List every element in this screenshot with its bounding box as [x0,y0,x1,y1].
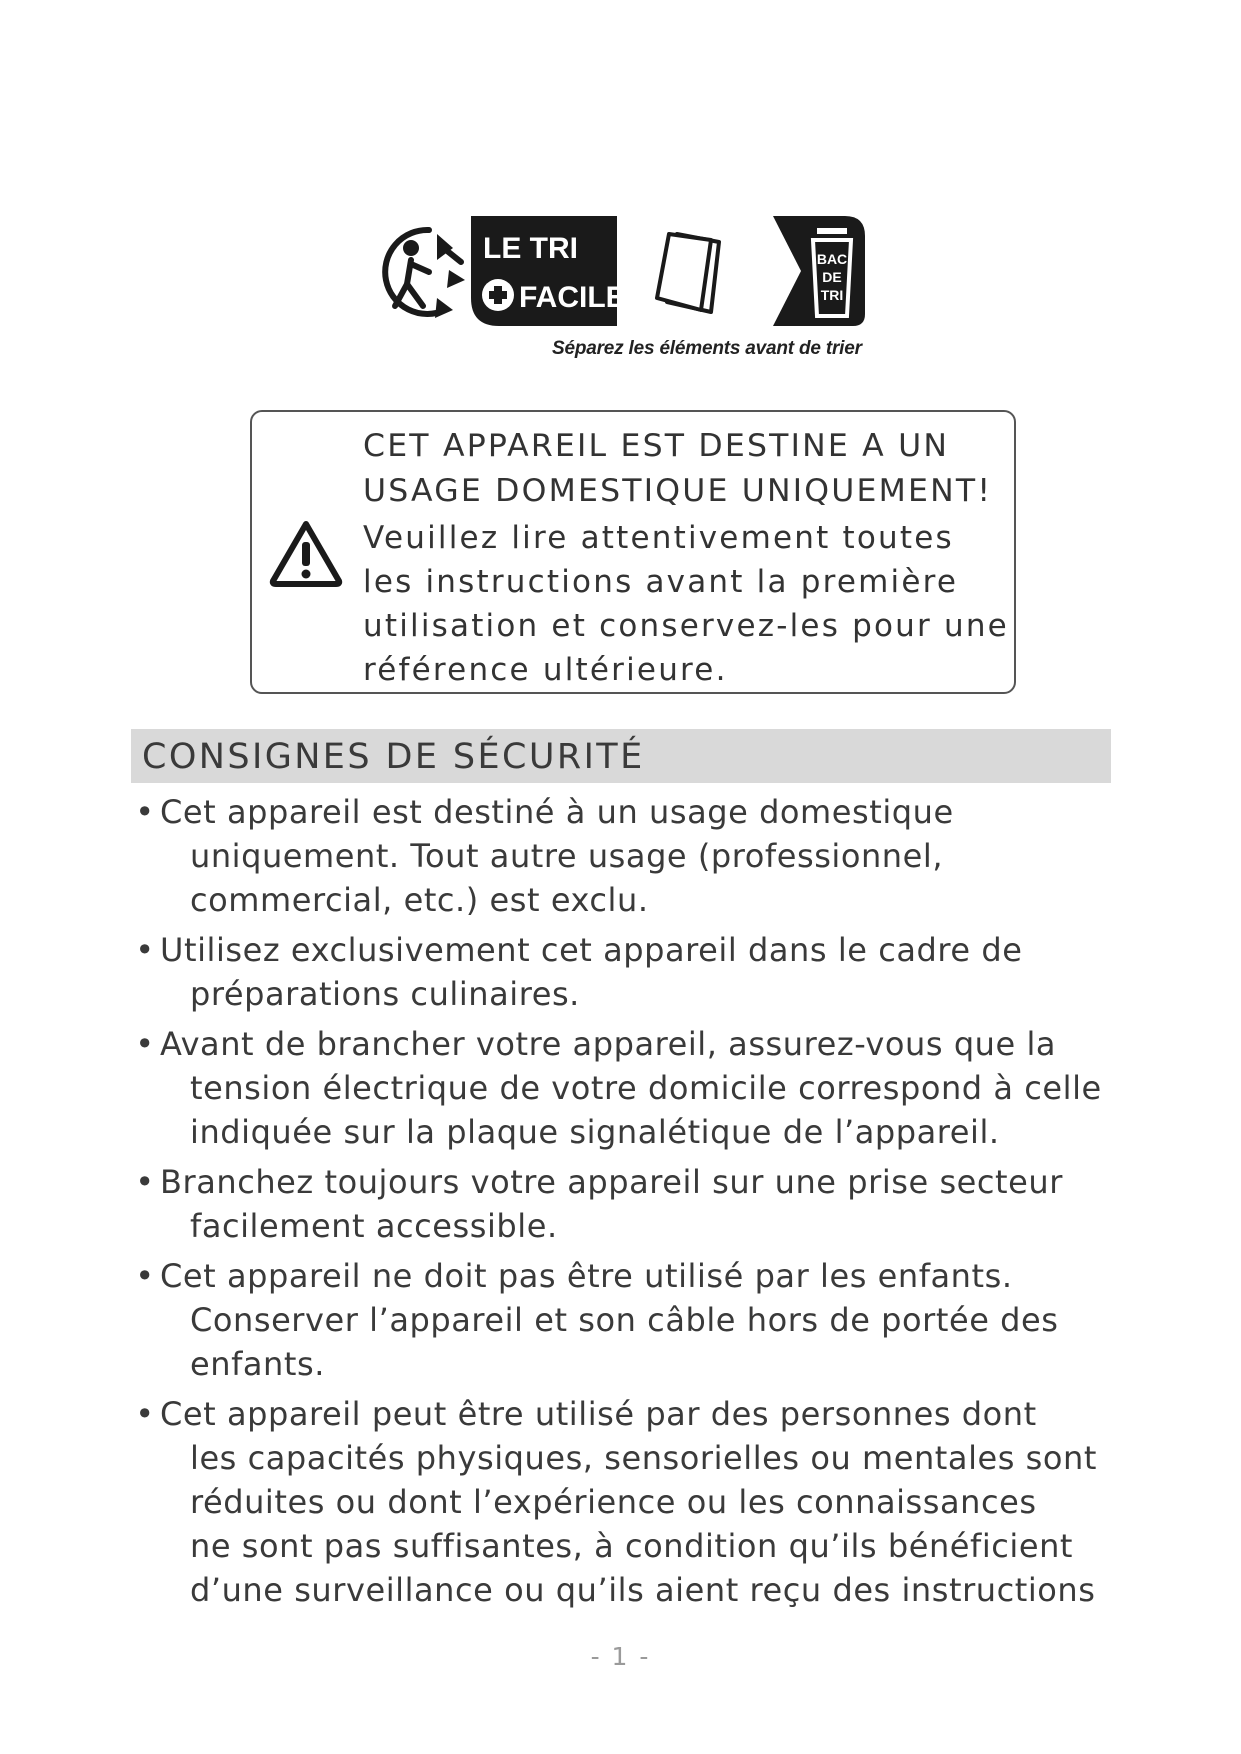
list-item-line: les capacités physiques, sensorielles ou mentales sont [190,1439,1097,1477]
list-item [131,1254,1121,1386]
bullet: • [135,1395,155,1433]
plus-icon-v [494,286,502,304]
list-item-line: Avant de brancher votre appareil, assurez-vous que la [160,1025,1057,1063]
list-item-line: commercial, etc.) est exclu. [190,881,649,919]
page-number: - 1 - [590,1642,651,1671]
sorting-caption: Séparez les éléments avant de trier [552,338,862,359]
warning-body-line: Veuillez lire attentivement toutes [363,520,954,556]
bullet: • [135,1163,155,1201]
list-item-line: d’une surveillance ou qu’ils aient reçu des instructions [190,1571,1096,1609]
paper-document-icon [657,234,719,312]
list-item-line: Conserver l’appareil et son câble hors de portée des [190,1301,1059,1339]
domestic-use-warning-box [250,410,1016,694]
warning-body-line: utilisation et conservez-les pour une [363,608,1009,644]
bullet: • [135,1025,155,1063]
list-item [131,1392,1121,1612]
bullet: • [135,1257,155,1295]
le-tri-facile-badge [471,216,865,326]
badge-line-2: FACILE [519,281,626,314]
warning-body-line: référence ultérieure. [363,652,728,688]
warning-text [363,424,1013,692]
list-item [131,1022,1121,1154]
list-item-line: préparations culinaires. [190,975,580,1013]
warning-title-line: USAGE DOMESTIQUE UNIQUEMENT! [363,473,993,509]
warning-body-line: les instructions avant la première [363,564,959,600]
badge-line-1: LE TRI [483,232,578,265]
list-item-line: Cet appareil ne doit pas être utilisé par les enfants. [160,1257,1013,1295]
bin-label-2: DE [822,269,842,285]
safety-instructions-list [131,790,1121,1618]
list-item-line: Cet appareil peut être utilisé par des personnes dont [160,1395,1037,1433]
triman-icon [385,230,465,318]
list-item-line: tension électrique de votre domicile correspond à celle [190,1069,1102,1107]
section-heading: CONSIGNES DE SÉCURITÉ [131,729,1111,783]
list-item-line: facilement accessible. [190,1207,558,1245]
list-item-line: uniquement. Tout autre usage (professionnel, [190,837,944,875]
bullet: • [135,793,155,831]
triman-sorting-logo [367,214,877,364]
warning-body [363,516,1013,692]
list-item-line: indiquée sur la plaque signalétique de l’appareil. [190,1113,1000,1151]
sorting-info-graphic [367,214,877,334]
list-item-line: Utilisez exclusivement cet appareil dans le cadre de [160,931,1023,969]
list-item-line: Cet appareil est destiné à un usage domestique [160,793,954,831]
list-item [131,790,1121,922]
bin-label-1: BAC [816,251,848,267]
warning-triangle-icon [268,518,344,588]
list-item [131,928,1121,1016]
list-item-line: enfants. [190,1345,325,1383]
list-item-line: réduites ou dont l’expérience ou les connaissances [190,1483,1037,1521]
bin-label-3: TRI [820,287,844,303]
bullet: • [135,931,155,969]
list-item-line: Branchez toujours votre appareil sur une prise secteur [160,1163,1063,1201]
warning-title [363,424,1013,514]
warning-title-line: CET APPAREIL EST DESTINE A UN [363,428,950,464]
list-item [131,1160,1121,1248]
list-item-line: ne sont pas suffisantes, à condition qu’ils bénéficient [190,1527,1074,1565]
